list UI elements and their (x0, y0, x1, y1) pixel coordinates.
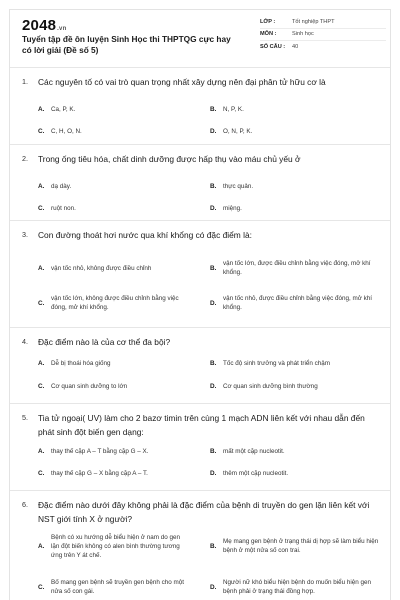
question-text: Trong ống tiêu hóa, chất dinh dưỡng được hấp thụ vào máu chủ yếu ở (38, 154, 301, 164)
option-letter: C. (38, 383, 45, 390)
option-d[interactable] (210, 577, 380, 597)
option-text: thay thế cặp G – X bằng cặp A – T. (51, 470, 148, 477)
option-letter: A. (38, 542, 45, 550)
option-text: Ca, P, K. (51, 106, 76, 113)
question-3 (10, 221, 390, 328)
question-heading (22, 498, 378, 526)
exam-page (9, 9, 391, 600)
exam-header (10, 10, 390, 68)
option-c[interactable] (38, 293, 188, 313)
meta-key: SỐ CÂU : (260, 44, 286, 51)
exam-title: Tuyển tập đề ôn luyện Sinh Học thi THPTQG cực hay có lời giải (Đề số 5) (22, 34, 231, 55)
option-letter: C. (38, 583, 45, 591)
question-5 (10, 404, 390, 491)
option-text: thực quản. (223, 183, 254, 190)
question-heading (22, 152, 378, 166)
question-heading (22, 411, 378, 439)
option-text: ruột non. (51, 205, 76, 212)
option-letter: A. (38, 448, 45, 455)
option-text: Bố mang gen bệnh sẽ truyền gen bệnh cho một nửa số con gái. (51, 579, 185, 595)
option-letter: B. (210, 264, 217, 272)
option-letter: D. (210, 583, 217, 591)
option-text: Dễ bị thoái hóa giống (51, 360, 111, 367)
option-letter: D. (210, 205, 217, 212)
meta-row-grade (260, 16, 386, 29)
question-number: 2. (22, 154, 28, 163)
option-text: Mẹ mang gen bệnh ở trạng thái dị hợp sẽ làm biểu hiện bệnh ở một nửa số con trai. (223, 538, 379, 554)
option-letter: C. (38, 470, 45, 477)
option-c[interactable] (38, 577, 188, 597)
question-1 (10, 68, 390, 145)
option-d[interactable] (210, 204, 380, 213)
question-2 (10, 145, 390, 221)
option-text: Cơ quan sinh dưỡng bình thường (223, 383, 318, 390)
option-b[interactable] (210, 536, 380, 556)
question-heading (22, 228, 378, 242)
option-letter: D. (210, 470, 217, 477)
option-text: miệng. (223, 205, 242, 212)
question-number: 3. (22, 230, 28, 239)
option-text: vận tốc lớn, được điều chỉnh bằng việc đóng, mở khí khổng. (223, 260, 371, 276)
question-text: Đặc điểm nào là của cơ thể đa bội? (38, 337, 171, 347)
option-text: vận tốc nhỏ, không được điều chỉnh (51, 264, 152, 272)
question-text: Đặc điểm nào dưới đây không phải là đặc điểm của bệnh di truyền do gen lặn liên kết với NST giới tính X ở người? (38, 500, 370, 524)
option-text: vận tốc lớn, không được điều chỉnh bằng việc đóng, mở khí khổng. (51, 295, 179, 311)
question-number: 5. (22, 413, 28, 422)
option-text: vận tốc nhỏ, được điều chỉnh bằng việc đóng, mở khí khổng. (223, 295, 372, 311)
question-heading (22, 75, 378, 89)
option-text: Người nữ khó biểu hiện bệnh do muốn biểu hiện gen bệnh phải ở trạng thái đồng hợp. (223, 579, 372, 595)
option-text: mất một cặp nucleotit. (223, 448, 285, 455)
option-letter: C. (38, 299, 45, 307)
question-number: 4. (22, 337, 28, 346)
question-4 (10, 328, 390, 404)
question-number: 1. (22, 77, 28, 86)
option-c[interactable] (38, 204, 188, 213)
option-c[interactable] (38, 127, 188, 136)
option-letter: D. (210, 383, 217, 390)
option-text: N, P, K. (223, 106, 244, 113)
option-a[interactable] (38, 447, 188, 456)
meta-row-count (260, 41, 386, 54)
meta-row-subject (260, 29, 386, 42)
option-a[interactable] (38, 105, 188, 114)
option-letter: D. (210, 299, 217, 307)
option-text: dạ dày. (51, 183, 72, 190)
option-letter: B. (210, 183, 217, 190)
option-letter: A. (38, 264, 45, 272)
meta-key: MÔN : (260, 31, 277, 38)
option-a[interactable] (38, 258, 188, 278)
option-d[interactable] (210, 469, 380, 478)
option-d[interactable] (210, 293, 380, 313)
option-b[interactable] (210, 105, 380, 114)
option-letter: B. (210, 106, 217, 113)
option-letter: A. (38, 183, 45, 190)
option-letter: C. (38, 205, 45, 212)
option-letter: A. (38, 106, 45, 113)
option-letter: D. (210, 128, 217, 135)
option-text: Tốc độ sinh trưởng và phát triển chậm (223, 360, 331, 367)
question-text: Các nguyên tố có vai trò quan trọng nhất xây dựng nên đại phân tử hữu cơ là (38, 77, 326, 87)
meta-value: Tốt nghiệp THPT (292, 18, 335, 25)
option-b[interactable] (210, 182, 380, 191)
question-heading (22, 335, 378, 349)
option-letter: B. (210, 360, 217, 367)
option-letter: A. (38, 360, 45, 367)
option-letter: C. (38, 128, 45, 135)
option-d[interactable] (210, 382, 380, 391)
option-c[interactable] (38, 382, 188, 391)
option-text: O, N, P, K. (223, 128, 253, 135)
option-a[interactable] (38, 532, 188, 560)
option-c[interactable] (38, 469, 188, 478)
option-d[interactable] (210, 127, 380, 136)
option-b[interactable] (210, 359, 380, 368)
option-text: thêm một cặp nucleotit. (223, 470, 289, 477)
question-number: 6. (22, 500, 28, 509)
meta-value: Sinh học (292, 31, 314, 38)
option-text: Bệnh có xu hướng dễ biểu hiện ở nam do gen lặn đột biến không có alen bình thường tương ứng trên Y át chế. (51, 533, 181, 559)
option-a[interactable] (38, 182, 188, 191)
option-b[interactable] (210, 258, 380, 278)
option-text: Cơ quan sinh dưỡng to lớn (51, 383, 128, 390)
option-text: C, H, O, N. (51, 128, 82, 135)
option-b[interactable] (210, 447, 380, 456)
question-text: Tia tử ngoại( UV) làm cho 2 bazơ timin trên cùng 1 mạch ADN liên kết với nhau dẫn đến phát sinh đột biến gen dạng: (38, 413, 365, 437)
option-letter: B. (210, 448, 217, 455)
option-a[interactable] (38, 359, 188, 368)
question-text: Con đường thoát hơi nước qua khí khổng có đặc điểm là: (38, 230, 252, 240)
exam-meta-table (260, 16, 386, 54)
option-letter: B. (210, 542, 217, 550)
question-6 (10, 491, 390, 600)
option-text: thay thế cặp A – T bằng cặp G – X. (51, 448, 149, 455)
meta-value: 40 (292, 44, 299, 51)
site-logo[interactable]: 2048.vn (22, 17, 67, 34)
meta-key: LỚP : (260, 18, 276, 25)
